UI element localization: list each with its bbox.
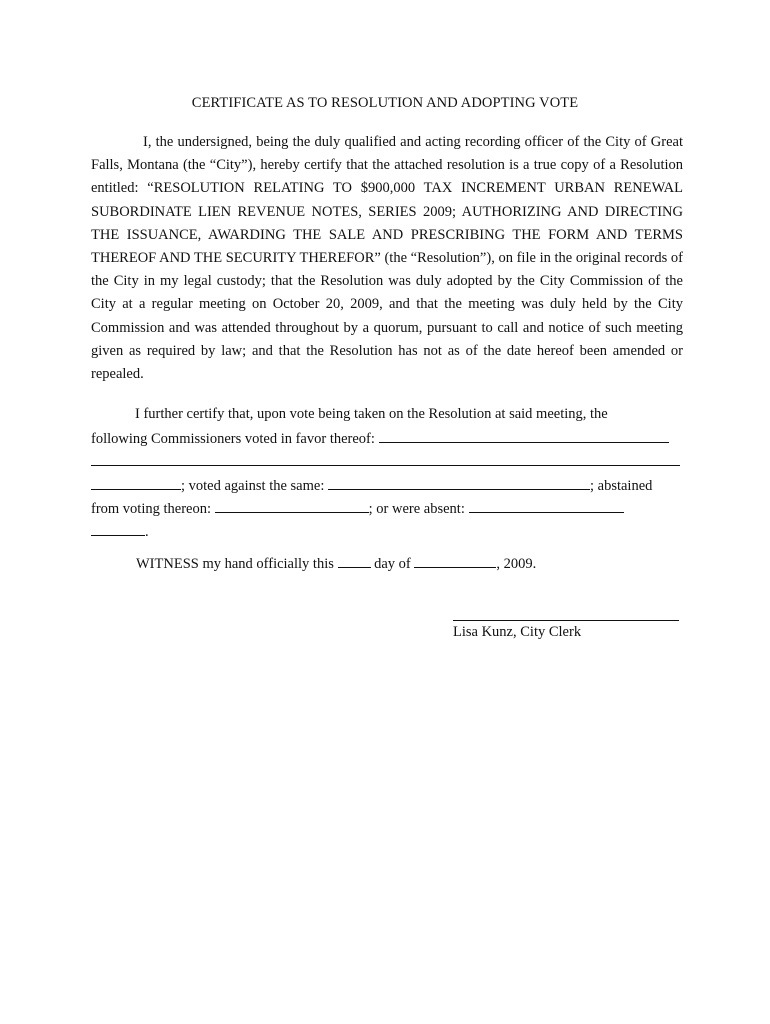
absent-label: ; or were absent: [368, 501, 465, 517]
in-favor-blank[interactable] [379, 427, 669, 443]
signature-line[interactable] [453, 620, 679, 621]
witness-text: WITNESS my hand officially this [136, 556, 334, 572]
absent-end-blank[interactable] [91, 520, 145, 536]
voted-against-label: ; voted against the same: [181, 478, 325, 494]
witness-line [136, 552, 536, 574]
month-blank[interactable] [414, 552, 496, 568]
vote-against-line [91, 474, 652, 496]
in-favor-continuation-blank[interactable] [91, 465, 680, 466]
day-blank[interactable] [338, 552, 371, 568]
signatory-name: Lisa Kunz, City Clerk [453, 624, 582, 640]
absent-blank[interactable] [469, 497, 624, 513]
vote-paragraph-line1: I further certify that, upon vote being taken on the Resolution at said meeting, the [135, 406, 608, 422]
in-favor-end-blank[interactable] [91, 474, 181, 490]
year-text: , 2009. [496, 556, 537, 572]
abstained-from-label: from voting thereon: [91, 501, 212, 517]
absent-end-line [91, 520, 149, 542]
abstained-absent-line [91, 497, 624, 519]
end-punctuation: . [145, 524, 149, 540]
document-title: CERTIFICATE AS TO RESOLUTION AND ADOPTING VOTE [191, 95, 579, 111]
voted-against-blank[interactable] [328, 474, 590, 490]
abstained-blank[interactable] [215, 497, 369, 513]
abstained-label: ; abstained [589, 478, 653, 494]
vote-in-favor-label: following Commissioners voted in favor thereof: [91, 431, 375, 447]
vote-in-favor-line [91, 427, 669, 449]
certification-paragraph: I, the undersigned, being the duly qualified and acting recording officer of the City of Great Falls, Montana (the “City”), hereby certify that the attached resolution is a true copy of a Resolution entitled: “RESOLUTION RELATING TO $900,000 TAX INCREMENT URBAN RENEWAL SUBORDINATE LIEN REVENUE NOTES, SERIES 2009; AUTHORIZING AND DIRECTING THE ISSUANCE, AWARDING THE SALE AND PRESCRIBING THE FORM AND TERMS THEREOF AND THE SECURITY THEREFOR” (the “Resolution”), on file in the original records of the City in my legal custody; that the Resolution was duly adopted by the City Commission of the City at a regular meeting on October 20, 2009, and that the meeting was duly held by the City Commission and was attended throughout by a quorum, pursuant to call and notice of such meeting given as required by law; and that the Resolution has not as of the date hereof been amended or repealed. [91, 134, 683, 383]
day-of-label: day of [374, 556, 411, 572]
